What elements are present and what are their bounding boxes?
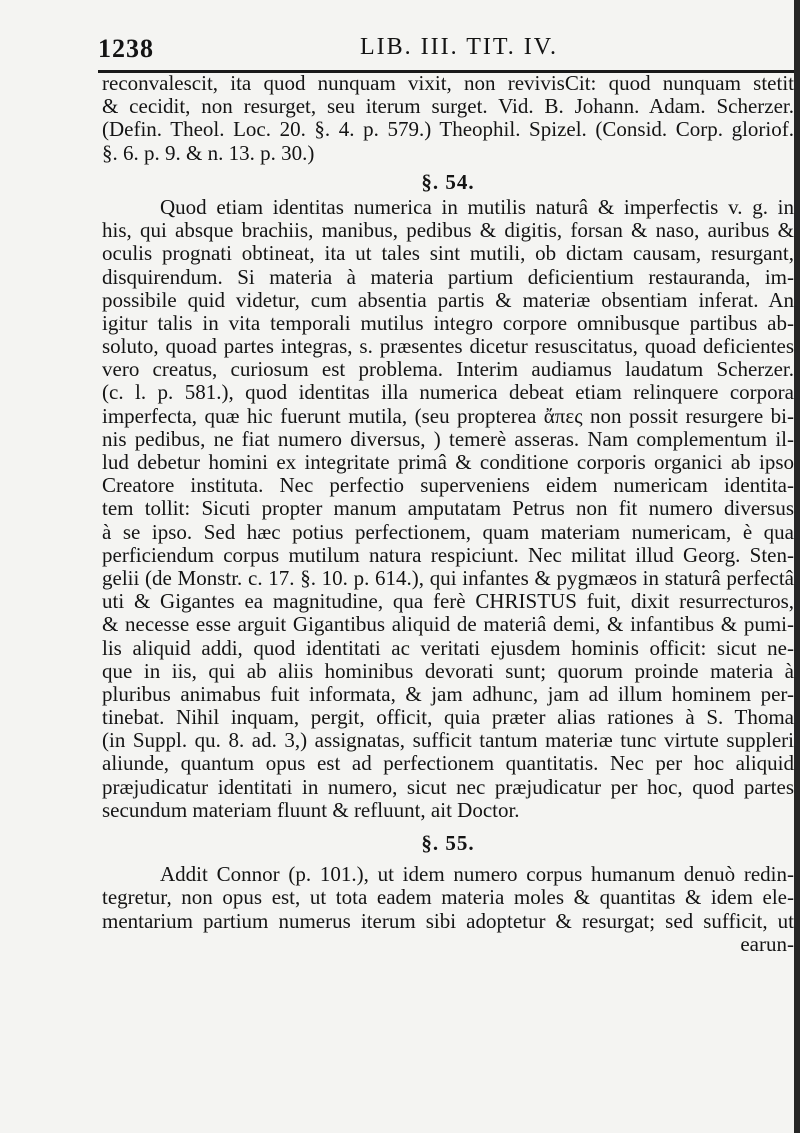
text-line: Creatore instituta. Nec perfectio superveniens eidem numericam identita- <box>102 474 794 498</box>
text-line: (in Suppl. qu. 8. ad. 3,) assignatas, sufficit tantum materiæ tunc virtute suppleri <box>102 729 794 753</box>
text-line: & cecidit, non resurget, seu iterum surget. Vid. B. Johann. Adam. Scherzer. <box>102 95 794 119</box>
page-header <box>98 34 798 68</box>
text-line: tem tollit: Sicuti propter manum amputatam Petrus non fit numero diversus <box>102 497 794 521</box>
text-line: oculis prognati obtineat, ita ut tales sint mutili, ob dictam causam, resurgant, <box>102 242 794 266</box>
page-number: 1238 <box>98 34 154 63</box>
text-line: nis pedibus, ne fiat numero diversus, ) temerè asseras. Nam complementum il- <box>102 427 794 451</box>
text-line: lud debetur homini ex integritate primâ & conditione corporis organici ab ipso <box>102 451 794 474</box>
text-line: aliunde, quantum opus est ad perfectionem quantitatis. Nec per hoc aliquid <box>102 752 794 776</box>
text-line: (c. l. p. 581.), quod identitas illa numerica debeat etiam relinquere corpora <box>102 381 794 405</box>
text-line: Addit Connor (p. 101.), ut idem numero corpus humanum denuò redin- <box>160 863 794 887</box>
text-line: perficiendum corpus mutilum natura respiciunt. Nec militat illud Georg. Sten- <box>102 543 794 567</box>
text-line: tinebat. Nihil inquam, pergit, officit, quia præter alias rationes à S. Thoma <box>102 706 794 730</box>
text-line: & necesse esse arguit Gigantibus aliquid de materiâ demi, & infantibus & pumi- <box>102 613 794 637</box>
text-line: lis aliquid addi, quod identitati ac veritati ejusdem hominis officit: sicut ne- <box>102 636 794 660</box>
text-line: mentarium partium numerus iterum sibi adoptetur & resurgat; sed sufficit, ut <box>102 909 794 933</box>
text-line: soluto, quoad partes integras, s. præsentes dicetur resuscitatus, quoad deficientes <box>102 335 794 359</box>
body-text <box>102 72 794 956</box>
text-line: gelii (de Monstr. c. 17. §. 10. p. 614.), qui infantes & pygmæos in staturâ perfectâ <box>102 566 794 590</box>
text-line: disquirendum. Si materia à materia partium deficientium restauranda, im- <box>102 265 794 289</box>
text-line: vero creatus, curiosum est problema. Interim audiamus laudatum Scherzer. <box>102 358 794 382</box>
text-line: his, qui absque brachiis, manibus, pedibus & digitis, forsan & naso, auribus & <box>102 219 794 243</box>
text-line: pluribus animabus fuit informata, & jam adhunc, jam ad illum hominem per- <box>102 682 794 706</box>
text-line: præjudicatur identitati in numero, sicut nec præjudicatur per hoc, quod partes <box>102 775 794 799</box>
text-line: Quod etiam identitas numerica in mutilis naturâ & imperfectis v. g. in <box>160 195 794 219</box>
text-line: igitur talis in vita temporali mutilus integro corpore omnibusque partibus ab- <box>102 311 794 335</box>
text-line: secundum materiam fluunt & refluunt, ait Doctor. <box>102 798 520 822</box>
text-line: uti & Gigantes ea magnitudine, qua ferè CHRISTUS fuit, dixit resurrecturos, <box>102 590 794 614</box>
page-edge-shadow <box>794 0 800 1133</box>
running-head: LIB. III. TIT. IV. <box>360 34 558 60</box>
text-line: que in iis, qui ab aliis hominibus devorati sunt; quorum proinde materia à <box>102 659 794 683</box>
text-line: tegretur, non opus est, ut tota eadem materia moles & quantitas & idem ele- <box>102 886 794 910</box>
text-line: possibile quid videtur, cum absentia partis & materiæ obsentiam inferat. An <box>102 288 794 312</box>
text-line: à se ipso. Sed hæc potius perfectionem, quam materiam numericam, è qua <box>102 520 794 544</box>
text-line: reconvalescit, ita quod nunquam vixit, non revivisCit: quod nunquam stetit <box>102 72 794 95</box>
section-heading-54: §. 54. <box>421 169 475 194</box>
section-heading-55: §. 55. <box>421 831 475 855</box>
catchword: earun- <box>740 932 794 956</box>
text-line: §. 6. p. 9. & n. 13. p. 30.) <box>102 141 315 165</box>
text-line: (Defin. Theol. Loc. 20. §. 4. p. 579.) Theophil. Spizel. (Consid. Corp. gloriof. <box>102 118 794 142</box>
text-line: imperfecta, quæ hic fuerunt mutila, (seu propterea ἄπες non possit resurgere bi- <box>102 404 794 428</box>
